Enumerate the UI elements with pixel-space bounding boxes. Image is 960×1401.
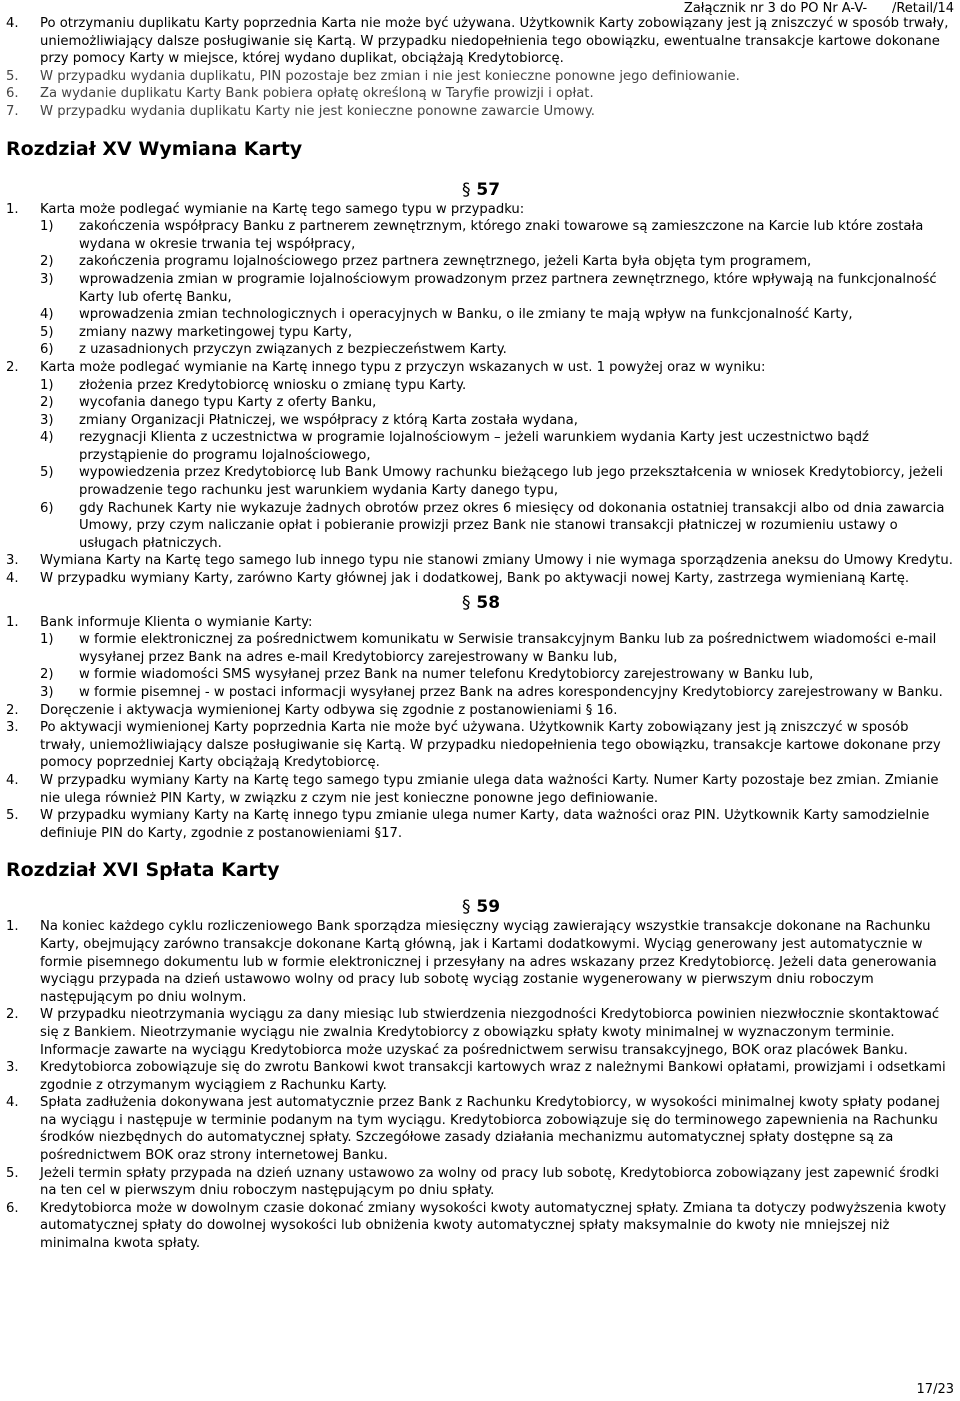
sub-item-text: w formie pisemnej - w postaci informacji wysyłanej przez Bank na adres korespondencyjny Kredytobiorcy zarejestrowany w Banku.	[79, 685, 943, 700]
item-number: 6.	[6, 86, 19, 102]
sub-item-number: 1)	[40, 219, 54, 235]
sub-list	[6, 218, 956, 359]
sub-item-text: gdy Rachunek Karty nie wykazuje żadnych obrotów przez okres 6 miesięcy od dokonania ostatniej transakcji albo od dnia zawarcia Umowy, przy czym naliczanie opłat i pobieranie prowizji przez Bank nie stanowi transakcji płatniczej w rozumieniu ustawy o usługach płatniczych.	[79, 500, 945, 551]
item-number: 1.	[6, 614, 19, 630]
sub-item-text: wypowiedzenia przez Kredytobiorcę lub Bank Umowy rachunku bieżącego lub jego przekształcenia w wniosek Kredytobiorcy, jeżeli prowadzenie tego rachunku jest warunkiem wydania Karty danego typu,	[79, 465, 944, 499]
sub-item-number: 6)	[40, 500, 54, 516]
list-item	[6, 807, 956, 842]
list-item	[6, 1006, 956, 1059]
document-header: Załącznik nr 3 do PO Nr A-V- /Retail/14	[683, 1, 954, 16]
page-number: 17/23	[916, 1382, 954, 1397]
section-number: 57	[476, 179, 501, 200]
item-number: 3.	[6, 1060, 19, 1076]
list-item	[6, 1165, 956, 1200]
item-text: Karta może podlegać wymianie na Kartę innego typu z przyczyn wskazanych w ust. 1 powyżej oraz w wyniku:	[40, 359, 766, 375]
sub-item-number: 2)	[40, 254, 54, 270]
sub-item-text: w formie elektronicznej za pośrednictwem komunikatu w Serwisie transakcyjnym Banku lub za pośrednictwem wiadomości e-mail wysyłanej przez Bank na adres e-mail Kredytobiorcy zarejestrowany w Banku lub,	[79, 632, 937, 665]
sub-item	[40, 684, 956, 702]
item-text: Jeżeli termin spłaty przypada na dzień uznany ustawowo za wolny od pracy lub sobotę, Kredytobiorca zobowiązany jest zapewnić środki na ten cel w pierwszym dniu roboczym następującym po dniu spłaty.	[40, 1165, 939, 1199]
item-number: 1.	[6, 919, 19, 935]
sub-item-text: wprowadzenia zmian technologicznych i operacyjnych w Banku, o ile zmiany te mają wpływ na funkcjonalność Karty,	[79, 307, 853, 323]
paragraph-heading	[6, 896, 956, 918]
item-number: 2.	[6, 1007, 19, 1023]
sub-item	[40, 394, 956, 412]
sub-item	[40, 464, 956, 499]
list-item	[6, 1059, 956, 1094]
list-item	[6, 702, 956, 720]
item-text: Wymiana Karty na Kartę tego samego lub innego typu nie stanowi zmiany Umowy i nie wymaga sporządzenia aneksu do Umowy Kredytu.	[40, 553, 953, 569]
chapter-title: Rozdział XV Wymiana Karty	[6, 137, 303, 160]
item-row	[6, 1200, 956, 1253]
sub-item	[40, 341, 956, 359]
item-row	[6, 552, 956, 570]
paragraph-heading	[6, 592, 956, 614]
list-item	[6, 719, 956, 772]
item-text: W przypadku wydania duplikatu, PIN pozostaje bez zmian i nie jest konieczne ponowne jego definiowanie.	[40, 68, 740, 84]
item-text: W przypadku nieotrzymania wyciągu za dany miesiąc lub stwierdzenia niezgodności Kredytobiorca powinien niezwłocznie skontaktować się z Bankiem. Nieotrzymanie wyciągu nie zwalnia Kredytobiorcy z obowiązku spłaty kwoty minimalnej w wyznaczonym terminie. Informacje zawarte na wyciągu Kredytobiorca może uzyskać za pośrednictwem serwisu transakcyjnego, BOK oraz placówek Banku.	[40, 1007, 940, 1058]
sub-item	[40, 253, 956, 271]
item-number: 3.	[6, 553, 19, 569]
chapter-title: Rozdział XVI Spłata Karty	[6, 859, 280, 882]
item-text: W przypadku wymiany Karty na Kartę innego typu zmianie ulega numer Karty, data ważności oraz PIN. Użytkownik Karty samodzielnie definiuje PIN do Karty, zgodnie z postanowieniami §17.	[40, 808, 930, 841]
sub-item-text: zmiany nazwy marketingowej typu Karty,	[79, 324, 353, 340]
item-number: 4.	[6, 16, 19, 31]
item-text: Za wydanie duplikatu Karty Bank pobiera opłatę określoną w Taryfie prowizji i opłat.	[40, 86, 594, 102]
sub-item-number: 5)	[40, 465, 54, 481]
sub-item	[40, 666, 956, 684]
section-59	[6, 918, 956, 1252]
sub-item-number: 5)	[40, 324, 54, 340]
item-row	[6, 719, 956, 772]
item-row	[6, 570, 956, 588]
section-57	[6, 201, 956, 588]
item-number: 5.	[6, 68, 19, 84]
list-item	[6, 1094, 956, 1164]
sub-item-number: 3)	[40, 271, 54, 287]
item-row	[6, 1165, 956, 1200]
sub-item-text: wprowadzenia zmian w programie lojalnościowym prowadzonym przez partnera zewnętrznego, które wpływają na funkcjonalność Karty lub ofertę Banku,	[79, 271, 937, 305]
sub-list	[6, 377, 956, 553]
item-number: 3.	[6, 720, 19, 736]
item-number: 4.	[6, 1095, 19, 1111]
sub-item-number: 6)	[40, 342, 54, 358]
sub-item-number: 3)	[40, 685, 54, 700]
list-item	[6, 570, 956, 588]
list-item	[6, 15, 956, 68]
sub-item	[40, 271, 956, 306]
item-row	[6, 614, 956, 632]
sub-item	[40, 306, 956, 324]
sub-item-text: z uzasadnionych przyczyn związanych z bezpieczeństwem Karty.	[79, 342, 507, 358]
sub-item-text: wycofania danego typu Karty z oferty Banku,	[79, 395, 377, 411]
item-number: 7.	[6, 103, 19, 119]
top-section	[6, 15, 956, 121]
item-row	[6, 85, 956, 103]
list-item	[6, 103, 956, 121]
sub-item	[40, 631, 956, 666]
item-row	[6, 1059, 956, 1094]
item-text: W przypadku wymiany Karty na Kartę tego samego typu zmianie ulega data ważności Karty. Numer Karty pozostaje bez zmian. Zmianie nie ulega również PIN Karty, w związku z czym nie jest konieczne ponowne jego definiowanie.	[40, 772, 939, 806]
section-symbol: §	[461, 592, 471, 613]
item-number: 6.	[6, 1200, 19, 1216]
sub-item-text: zakończenia współpracy Banku z partnerem zewnętrznym, którego znaki towarowe są zamieszczone na Karcie lub które została wydana w okresie trwania tej współpracy,	[79, 219, 924, 252]
sub-item-text: zakończenia programu lojalnościowego przez partnera zewnętrznego, jeżeli Karta była objęta tym programem,	[79, 254, 812, 270]
item-row	[6, 201, 956, 219]
item-row	[6, 772, 956, 807]
item-number: 4.	[6, 571, 19, 587]
item-row	[6, 807, 956, 842]
document-body	[6, 15, 956, 1253]
item-row	[6, 1094, 956, 1164]
list-item	[6, 85, 956, 103]
sub-item-text: zmiany Organizacji Płatniczej, we współpracy z którą Karta została wydana,	[79, 412, 578, 428]
sub-item	[40, 429, 956, 464]
section-number: 59	[476, 897, 501, 918]
list-item	[6, 359, 956, 553]
sub-item-number: 1)	[40, 377, 54, 393]
sub-item-number: 2)	[40, 395, 54, 411]
sub-item-text: złożenia przez Kredytobiorcę wniosku o zmianę typu Karty.	[79, 377, 467, 393]
item-text: Kredytobiorca zobowiązuje się do zwrotu Bankowi kwot transakcji kartowych wraz z należnymi Bankowi opłatami, prowizjami i odsetkami zgodnie z otrzymanym wyciągiem z Rachunku Karty.	[40, 1060, 946, 1093]
item-row	[6, 103, 956, 121]
list-item	[6, 68, 956, 86]
sub-item	[40, 412, 956, 430]
sub-item-number: 4)	[40, 307, 54, 323]
item-text: W przypadku wymiany Karty, zarówno Karty głównej jak i dodatkowej, Bank po aktywacji nowej Karty, zastrzega wymienianą Kartę.	[40, 571, 910, 587]
list-item	[6, 1200, 956, 1253]
item-text: Spłata zadłużenia dokonywana jest automatycznie przez Bank z Rachunku Kredytobiorcy, w wysokości minimalnej kwoty spłaty podanej na wyciągu i następuje w terminie podanym na tym wyciągu. Kredytobiorca zobowiązuje się do terminowego zapewnienia na Rachunku środków niezbędnych do automatycznej spłaty. Szczegółowe zasady działania mechanizmu automatycznej spłaty dostępne są za pośrednictwem BOK oraz strony internetowej Banku.	[40, 1095, 940, 1164]
section-symbol: §	[461, 179, 471, 200]
sub-item	[40, 377, 956, 395]
list-item	[6, 918, 956, 1006]
list-item	[6, 772, 956, 807]
item-number: 2.	[6, 702, 19, 718]
sub-item-number: 1)	[40, 632, 54, 648]
item-text: Karta może podlegać wymianie na Kartę tego samego typu w przypadku:	[40, 201, 525, 217]
item-text: Doręczenie i aktywacja wymienionej Karty odbywa się zgodnie z postanowieniami § 16.	[40, 702, 618, 718]
sub-list	[6, 631, 956, 701]
sub-item	[40, 218, 956, 253]
item-row	[6, 15, 956, 68]
item-number: 5.	[6, 808, 19, 824]
item-text: Na koniec każdego cyklu rozliczeniowego Bank sporządza miesięczny wyciąg zawierający wszystkie transakcje dokonane na Rachunku Karty, obejmujący zarówno transakcje dokonane Kartą główną, jak i Kartami dodatkowymi. Wyciąg generowany jest automatycznie w formie pisemnego dokumentu lub w formie elektronicznej i przesyłany na adres wskazany przez Kredytobiorcę. Jeżeli data generowania wyciągu przypada na dzień ustawowo wolny od pracy lub sobotę wyciąg zostanie wygenerowany w pierwszym dniu roboczym następującym po dniu wolnym.	[40, 919, 937, 1005]
item-text: Po aktywacji wymienionej Karty poprzednia Karta nie może być używana. Użytkownik Karty zobowiązany jest ją zniszczyć w sposób trwały, uniemożliwiający dalsze posługiwanie się Kartą. W przypadku niedopełnienia tego obowiązku, transakcje kartowe dokonane przy pomocy poprzedniej Karty obciążają Kredytobiorcę.	[40, 720, 941, 771]
item-text: Po otrzymaniu duplikatu Karty poprzednia Karta nie może być używana. Użytkownik Karty zobowiązany jest ją zniszczyć w sposób trwały, uniemożliwiający dalsze posługiwanie się Kartą. W przypadku niedopełnienia tego obowiązku, ewentualne transakcje kartowe dokonane przy pomocy Karty w miejsce, której wydano duplikat, obciążają Kredytobiorcę.	[40, 16, 949, 67]
sub-item	[40, 324, 956, 342]
item-number: 4.	[6, 772, 19, 788]
section-58	[6, 614, 956, 843]
list-item	[6, 552, 956, 570]
item-text: Bank informuje Klienta o wymianie Karty:	[40, 614, 313, 630]
paragraph-heading	[6, 179, 956, 201]
item-row	[6, 68, 956, 86]
section-number: 58	[476, 592, 501, 613]
sub-item-number: 4)	[40, 430, 54, 446]
item-text: W przypadku wydania duplikatu Karty nie jest konieczne ponowne zawarcie Umowy.	[40, 103, 595, 119]
sub-item-number: 2)	[40, 667, 54, 683]
item-row	[6, 702, 956, 720]
sub-item	[40, 500, 956, 553]
item-number: 2.	[6, 359, 19, 375]
item-number: 1.	[6, 201, 19, 217]
item-text: Kredytobiorca może w dowolnym czasie dokonać zmiany wysokości kwoty automatycznej spłaty. Zmiana ta dotyczy podwyższenia kwoty automatycznej spłaty do dowolnej wysokości lub obniżenia kwoty automatycznej spłaty maksymalnie do kwoty nie mniejszej niż minimalna kwota spłaty.	[40, 1200, 947, 1252]
item-row	[6, 918, 956, 1006]
sub-item-text: w formie wiadomości SMS wysyłanej przez Bank na numer telefonu Kredytobiorcy zarejestrowany w Banku lub,	[79, 667, 814, 683]
list-item	[6, 614, 956, 702]
sub-item-text: rezygnacji Klienta z uczestnictwa w programie lojalnościowym – jeżeli warunkiem wydania Karty jest uczestnictwo bądź przystąpienie do programu lojalnościowego,	[79, 430, 869, 463]
item-row	[6, 359, 956, 377]
list-item	[6, 201, 956, 359]
item-row	[6, 1006, 956, 1059]
sub-item-number: 3)	[40, 412, 54, 428]
section-symbol: §	[461, 897, 471, 918]
item-number: 5.	[6, 1165, 19, 1181]
